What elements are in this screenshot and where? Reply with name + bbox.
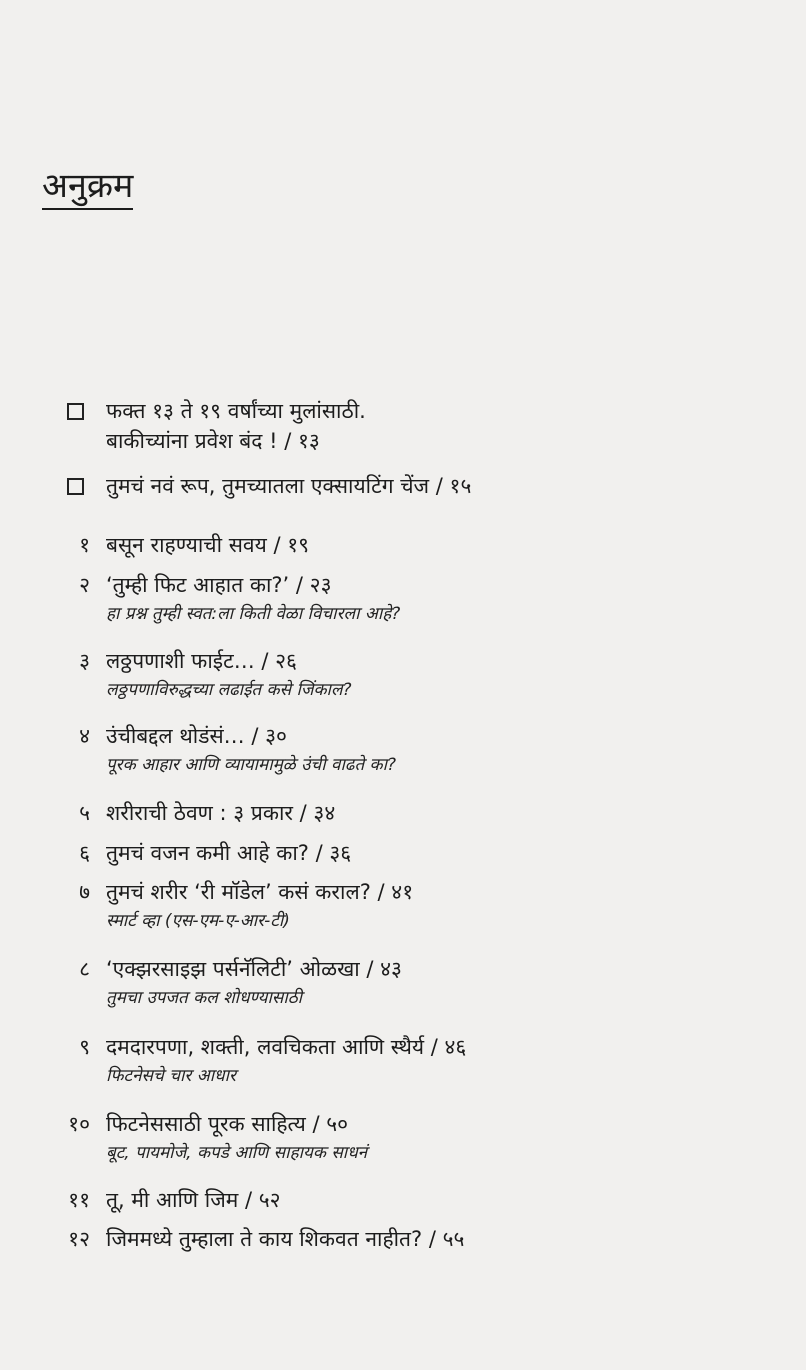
entry-subtitle: फिटनेसचे चार आधार — [106, 1066, 236, 1086]
entry-title: तुमचं वजन कमी आहे का? / ३६ — [106, 841, 352, 865]
chapter-number: १ — [79, 533, 90, 557]
entry-title-line2: बाकीच्यांना प्रवेश बंद ! / १३ — [106, 429, 320, 453]
chapter-number: ६ — [79, 841, 90, 865]
entry-title: तुमचं शरीर ‘री मॉडेल’ कसं कराल? / ४१ — [106, 880, 414, 904]
chapter-number: ३ — [79, 649, 90, 673]
entry-title: फिटनेससाठी पूरक साहित्य / ५० — [106, 1112, 349, 1136]
entry-title: लठ्ठपणाशी फाईट… / २६ — [106, 649, 297, 673]
chapter-number: १० — [68, 1112, 90, 1136]
chapter-number: २ — [79, 573, 90, 597]
chapter-number: ७ — [79, 880, 90, 904]
entry-subtitle: हा प्रश्न तुम्ही स्वत:ला किती वेळा विचारला आहे? — [106, 604, 401, 624]
entry-title: तू, मी आणि जिम / ५२ — [106, 1188, 281, 1212]
square-bullet-icon — [67, 403, 84, 420]
entry-subtitle: स्मार्ट व्हा (एस-एम-ए-आर-टी) — [106, 911, 290, 931]
entry-subtitle: पूरक आहार आणि व्यायामामुळे उंची वाढते का? — [106, 755, 397, 775]
chapter-number: ८ — [79, 957, 90, 981]
square-bullet-icon — [67, 478, 84, 495]
entry-title: ‘तुम्ही फिट आहात का?’ / २३ — [106, 573, 332, 597]
entry-title: दमदारपणा, शक्ती, लवचिकता आणि स्थैर्य / ४६ — [106, 1035, 467, 1059]
chapter-number: ९ — [79, 1035, 90, 1059]
entry-title: जिममध्ये तुम्हाला ते काय शिकवत नाहीत? / ५५ — [106, 1227, 465, 1251]
entry-title: बसून राहण्याची सवय / १९ — [106, 533, 310, 557]
contents-heading: अनुक्रम — [42, 166, 133, 210]
entry-title: तुमचं नवं रूप, तुमच्यातला एक्सायटिंग चेंज / १५ — [106, 474, 472, 498]
chapter-number: ५ — [79, 801, 90, 825]
chapter-number: ११ — [68, 1188, 90, 1212]
entry-subtitle: बूट, पायमोजे, कपडे आणि साहायक साधनं — [106, 1143, 368, 1163]
entry-title: शरीराची ठेवण : ३ प्रकार / ३४ — [106, 801, 336, 825]
chapter-number: ४ — [79, 724, 90, 748]
entry-title: ‘एक्झरसाइझ पर्सनॅलिटी’ ओळखा / ४३ — [106, 957, 402, 981]
entry-title: फक्त १३ ते १९ वर्षांच्या मुलांसाठी. — [106, 399, 366, 423]
chapter-number: १२ — [68, 1227, 90, 1251]
entry-title: उंचीबद्दल थोडंसं… / ३० — [106, 724, 287, 748]
entry-subtitle: लठ्ठपणाविरुद्धच्या लढाईत कसे जिंकाल? — [106, 680, 352, 700]
entry-subtitle: तुमचा उपजत कल शोधण्यासाठी — [106, 988, 303, 1008]
